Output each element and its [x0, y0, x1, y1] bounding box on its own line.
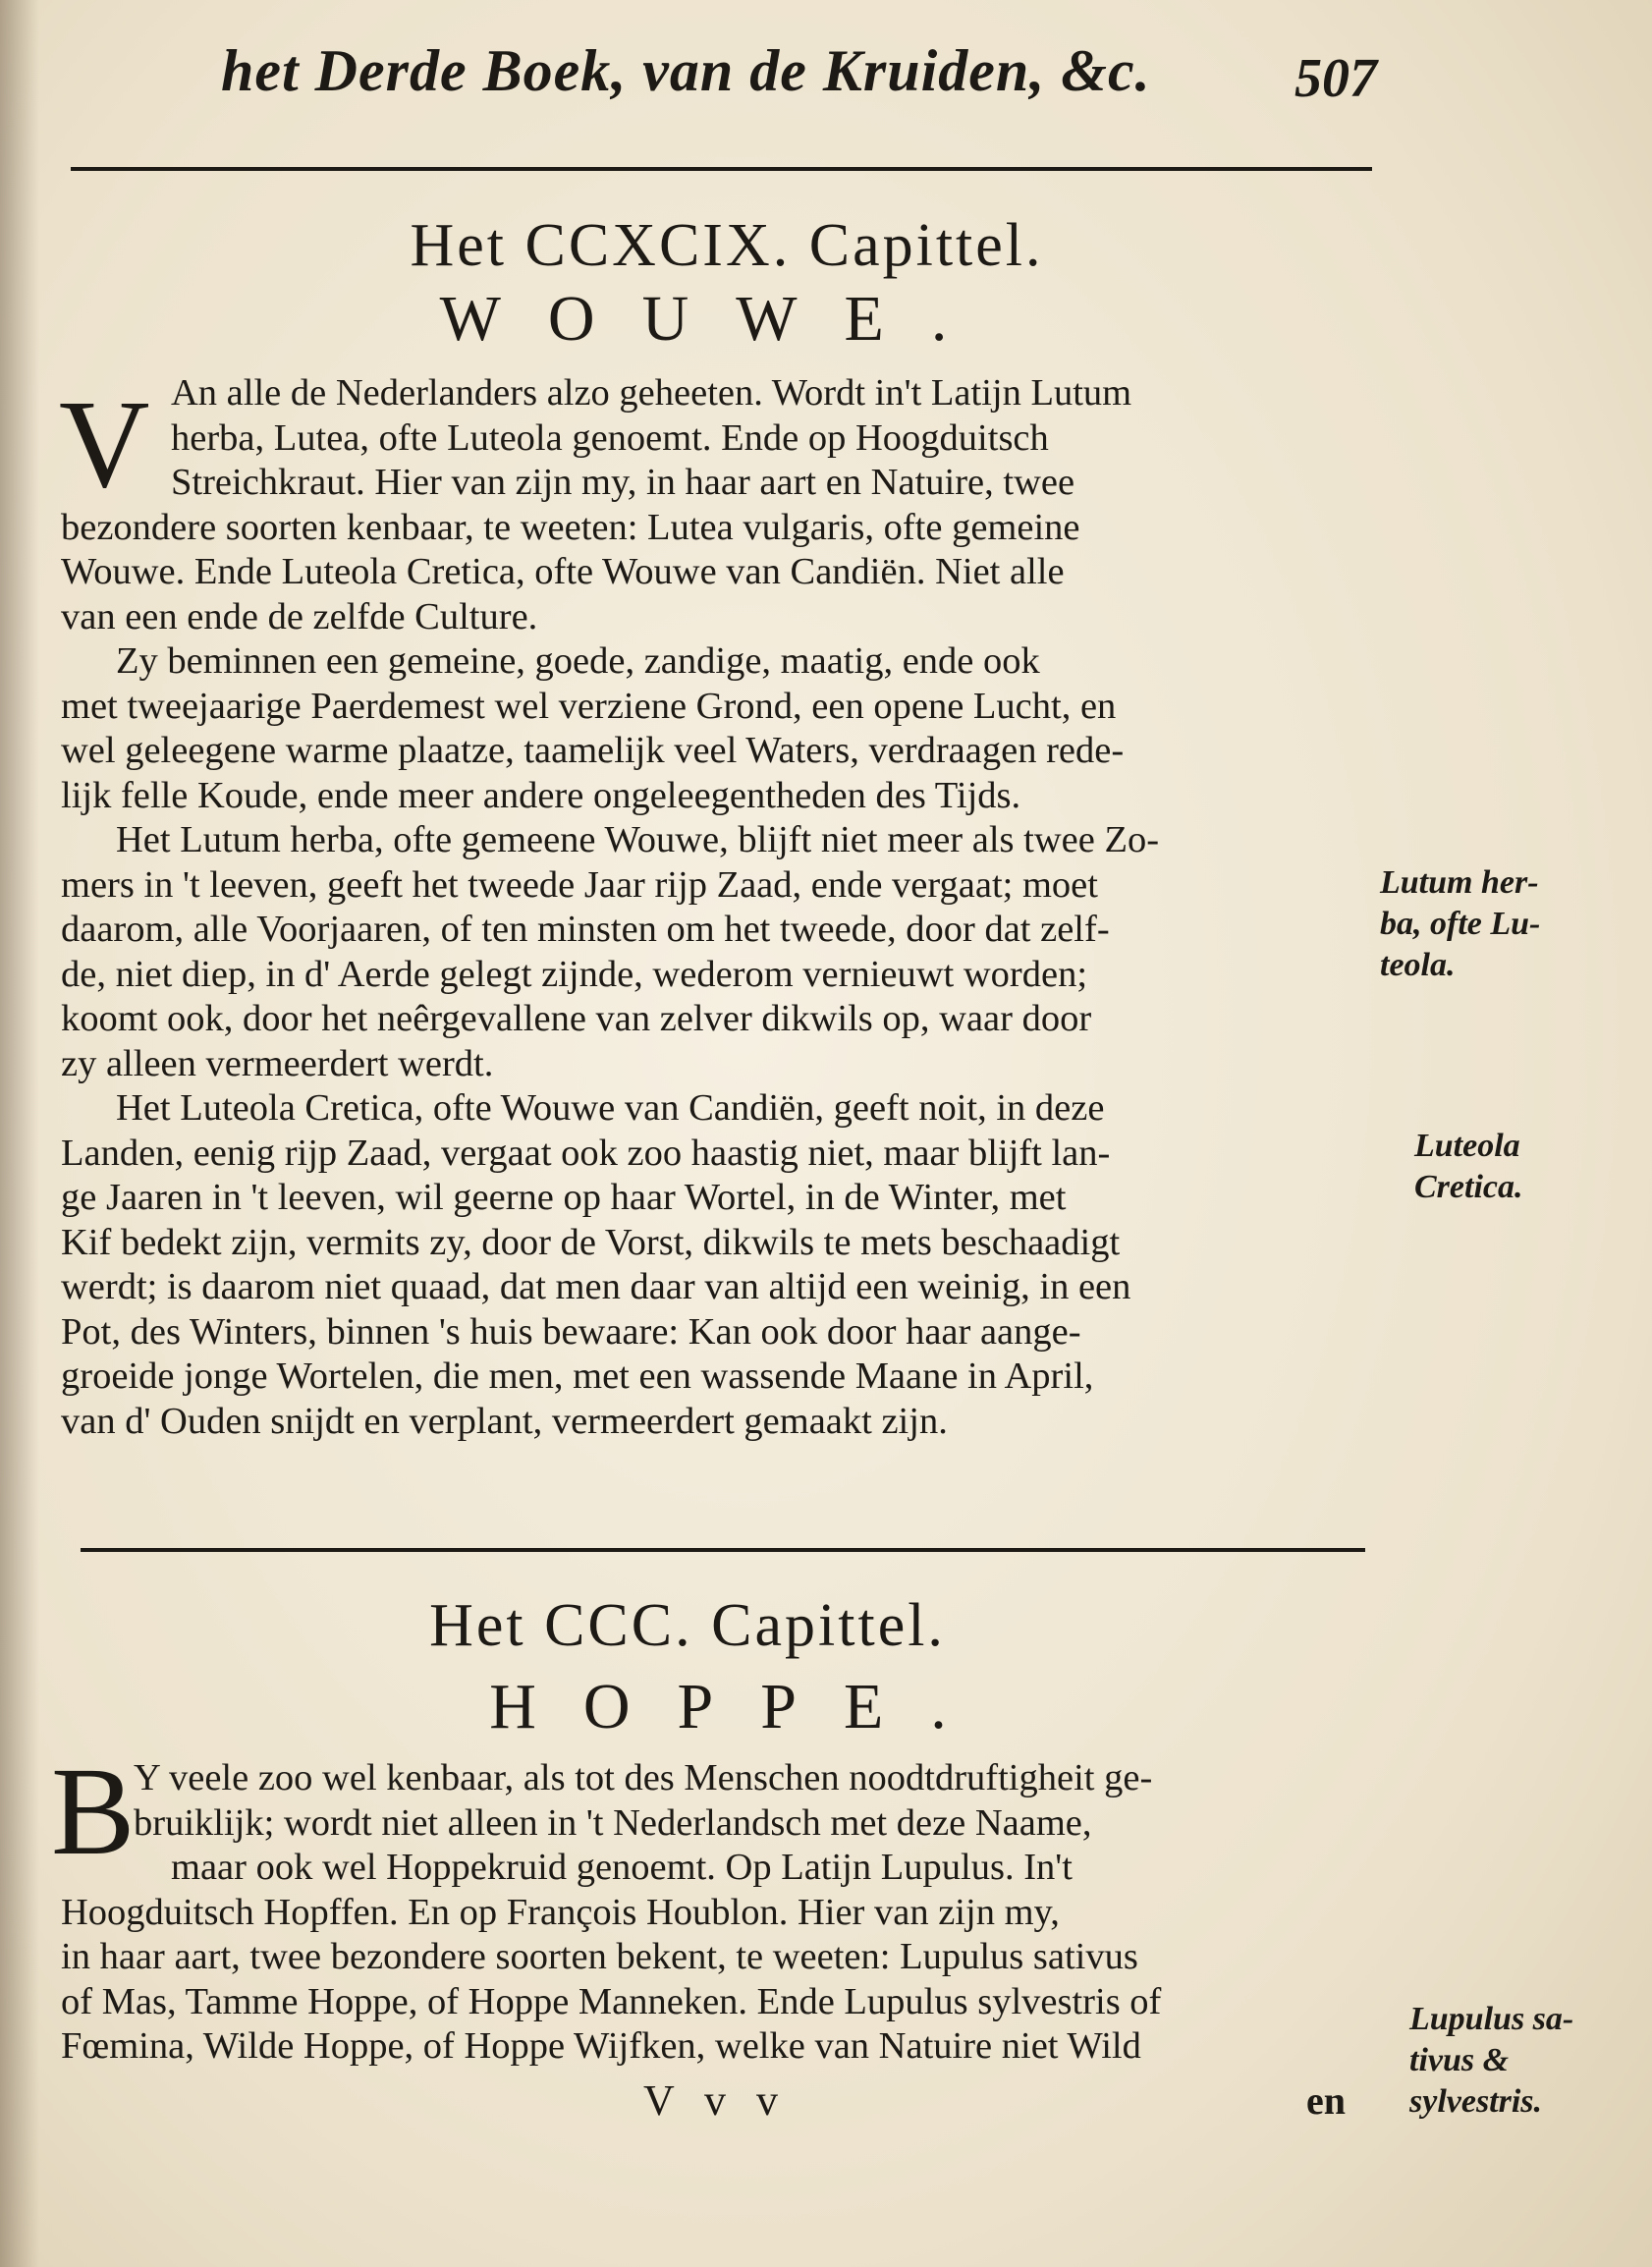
text-line: mers in 't leeven, geeft het tweede Jaar rijp Zaad, ende vergaat; moet [61, 863, 1098, 906]
drop-cap-v: V [59, 374, 150, 514]
drop-cap-b: B [51, 1742, 136, 1881]
text-line: lijk felle Koude, ende meer andere ongeleegentheden des Tijds. [61, 774, 1021, 816]
text-line: Kif bedekt zijn, vermits zy, door de Vorst, dikwils te mets beschaadigt [61, 1221, 1121, 1263]
margin-note-luteola-cretica [1414, 1126, 1522, 1208]
chapter-300-text [61, 1756, 1161, 2070]
text-line: daarom, alle Voorjaaren, of ten minsten om het tweede, door dat zelf- [61, 909, 1110, 950]
text-line: bruiklijk; wordt niet alleen in 't Nederlandsch met deze Naame, [134, 1801, 1092, 1844]
margin-note-line: teola. [1380, 947, 1456, 983]
text-line: de, niet diep, in d' Aerde gelegt zijnde, wederom vernieuwt worden; [61, 953, 1088, 995]
chapter-299-text [61, 371, 1159, 1444]
text-line: herba, Lutea, ofte Luteola genoemt. Ende op Hoogduitsch [171, 416, 1049, 459]
text-line: in haar aart, twee bezondere soorten bekent, te weeten: Lupulus sativus [61, 1936, 1138, 1977]
margin-note-line: Lutum her- [1380, 864, 1539, 901]
text-line: Het Lutum herba, ofte gemeene Wouwe, blijft niet meer als twee Zo- [116, 819, 1160, 860]
text-line: ge Jaaren in 't leeven, wil geerne op haar Wortel, in de Winter, met [61, 1177, 1067, 1218]
text-line: Landen, eenig rijp Zaad, vergaat ook zoo haastig niet, maar blijft lan- [61, 1132, 1111, 1174]
text-line: Streichkraut. Hier van zijn my, in haar aart en Natuire, twee [171, 462, 1075, 503]
running-head: het Derde Boek, van de Kruiden, &c. [221, 38, 1151, 103]
margin-note-lupulus [1409, 1999, 1573, 2123]
text-line: maar ook wel Hoppekruid genoemt. Op Latijn Lupulus. In't [171, 1847, 1073, 1888]
text-line: koomt ook, door het neêrgevallene van zelver dikwils op, waar door [61, 998, 1092, 1039]
text-line: groeide jonge Wortelen, die men, met een wassende Maane in April, [61, 1355, 1094, 1397]
margin-note-line: ba, ofte Lu- [1380, 906, 1541, 942]
chapter-divider-rule [81, 1548, 1365, 1552]
catchword: en [1306, 2078, 1346, 2123]
text-line: bezondere soorten kenbaar, te weeten: Lutea vulgaris, ofte gemeine [61, 506, 1080, 548]
text-line: van een ende de zelfde Culture. [61, 595, 538, 637]
page-number: 507 [1294, 48, 1377, 109]
text-line: Hoogduitsch Hopffen. En op François Houblon. Hier van zijn my, [61, 1891, 1060, 1933]
chapter-heading-299: Het CCXCIX. Capittel. [410, 212, 1044, 279]
binding-shadow [0, 0, 39, 2267]
text-line: Fœmina, Wilde Hoppe, of Hoppe Wijfken, welke van Natuire niet Wild [61, 2025, 1141, 2067]
margin-note-line: Lupulus sa- [1409, 2001, 1574, 2037]
text-line: zy alleen vermeerdert werdt. [61, 1042, 494, 1084]
margin-note-line: Luteola [1414, 1128, 1520, 1164]
margin-note-line: sylvestris. [1409, 2083, 1543, 2120]
text-line: Het Luteola Cretica, ofte Wouwe van Candiën, geeft noit, in deze [116, 1087, 1105, 1129]
margin-note-line: tivus & [1409, 2042, 1510, 2078]
text-line: Wouwe. Ende Luteola Cretica, ofte Wouwe van Candiën. Niet alle [61, 551, 1065, 592]
plant-title-hoppe: HOPPE. [489, 1671, 994, 1742]
text-line: Y veele zoo wel kenbaar, als tot des Menschen noodtdruftigheit ge- [134, 1757, 1153, 1798]
chapter-heading-300: Het CCC. Capittel. [429, 1592, 946, 1659]
text-line: wel geleegene warme plaatze, taamelijk veel Waters, verdraagen rede- [61, 730, 1125, 771]
text-line: van d' Ouden snijdt en verplant, vermeerdert gemaakt zijn. [61, 1400, 948, 1442]
text-line: An alle de Nederlanders alzo geheeten. Wordt in't Latijn Lutum [171, 372, 1132, 414]
margin-note-lutum-herba [1380, 862, 1540, 986]
text-line: Zy beminnen een gemeine, goede, zandige, maatig, ende ook [116, 640, 1040, 682]
signature-mark: V v v [643, 2076, 788, 2125]
margin-note-line: Cretica. [1414, 1169, 1523, 1205]
plant-title-wouwe: WOUWE. [439, 283, 995, 355]
text-line: werdt; is daarom niet quaad, dat men daar van altijd een weinig, in een [61, 1266, 1131, 1307]
text-line: met tweejaarige Paerdemest wel verziene Grond, een opene Lucht, en [61, 685, 1117, 727]
text-line: of Mas, Tamme Hoppe, of Hoppe Manneken. Ende Lupulus sylvestris of [61, 1980, 1162, 2022]
header-rule [71, 167, 1372, 171]
text-line: Pot, des Winters, binnen 's huis bewaare: Kan ook door haar aange- [61, 1310, 1081, 1353]
